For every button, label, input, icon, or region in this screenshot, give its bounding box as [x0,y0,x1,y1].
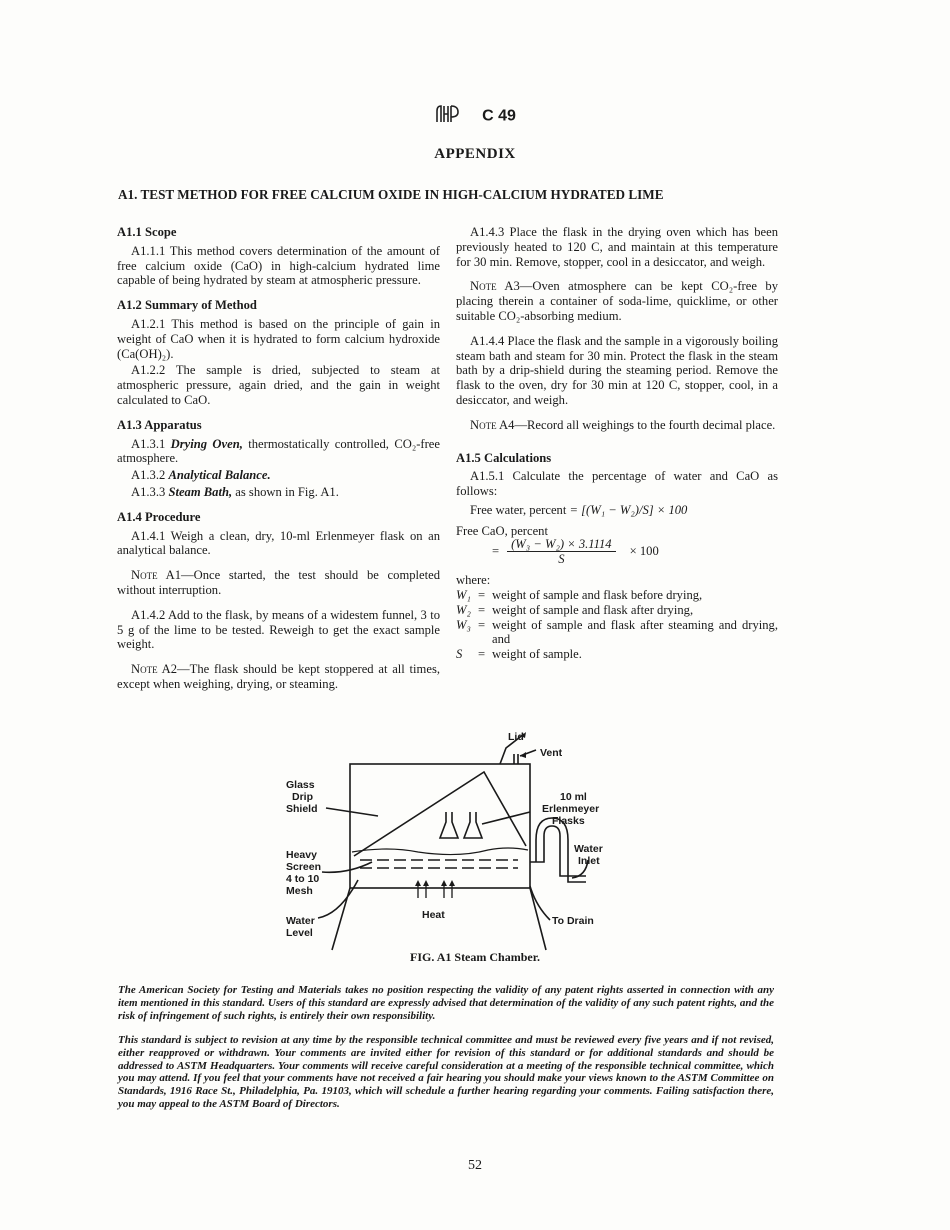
appendix-title: APPENDIX [434,146,516,162]
note-a2-text: —The flask should be kept stoppered at all times, except when weighing, drying, or steaming. [117,662,440,691]
apparatus-heading: A1.3 Apparatus [117,417,202,432]
apparatus-item-3-number: A1.3.3 [131,484,166,499]
free-cao-numerator: (W₃ − W₂) × 3.1114 [507,537,615,553]
apparatus-item-3-text: as shown in Fig. A1. [235,484,339,499]
free-water-label: Free water, percent [470,502,567,517]
label-flask-3: Flasks [552,815,585,827]
variable-s [456,647,778,662]
label-inlet-1: Water [574,843,603,855]
right-column [456,225,778,662]
flask-pointer [482,812,530,824]
apparatus-item-1-text: thermostatically controlled, CO₂-free atmosphere. [117,436,440,466]
patent-disclaimer: The American Society for Testing and Materials takes no position respecting the validity of any patent rights asserted in connection with any item mentioned in this standard. Users of this standard are expressly advised that determination of the validity of any such patent rights, and the risk of infringement of such rights, is entirely their own responsibility. [118,984,774,1022]
astm-logo-icon [434,102,464,131]
variable-s-equals: = [478,647,486,662]
label-screen-3: 4 to 10 [286,873,320,885]
variable-w3-symbol: W₃ [456,617,471,632]
free-cao-formula [456,524,778,567]
variable-s-symbol: S [456,647,463,662]
label-lid: Lid [508,731,524,743]
label-screen-1: Heavy [286,849,317,861]
left-column [117,225,440,702]
variable-w3-definition: weight of sample and flask after steaming and drying, and [492,617,778,647]
label-screen-2: Screen [286,861,322,873]
label-inlet-2: Inlet [578,855,600,867]
summary-paragraph-1: A1.2.1 This method is based on the principle of gain in weight of CaO when it is hydrated to form calcium hydroxide (Ca(OH)₂). [117,316,440,361]
drain-pointer [530,886,550,920]
note-a1 [117,568,440,598]
variable-w2 [456,603,778,618]
page-header [0,102,950,131]
apparatus-item-3-name: Steam Bath, [168,484,233,499]
drip-shield [354,772,526,856]
heat-arrow-heads [415,880,455,886]
vent-pipe [514,754,518,764]
variable-list [456,588,778,662]
label-glass-3: Shield [286,803,318,815]
variable-w1-definition: weight of sample and flask before drying, [492,587,703,602]
free-water-formula [456,503,778,518]
note-a1-label: Note A1 [131,568,182,583]
label-level-1: Water [286,915,315,927]
apparatus-item-3 [117,485,440,500]
label-screen-4: Mesh [286,885,313,897]
variable-w2-symbol: W₂ [456,602,471,617]
apparatus-item-1-name: Drying Oven, [170,436,243,451]
apparatus-item-1-number: A1.3.1 [131,436,166,451]
level-pointer [318,880,358,918]
label-glass-1: Glass [286,779,315,791]
free-cao-denominator: S [558,552,565,567]
screen-pointer [322,862,372,872]
summary-paragraph-2: A1.2.2 The sample is dried, subjected to steam at atmospheric pressure, again dried, and the gain in weight calculated to CaO. [117,363,440,407]
shield-pointer [326,808,378,816]
procedure-heading: A1.4 Procedure [117,509,201,524]
free-cao-equals: = [492,544,500,559]
note-a2-label: Note A2 [131,662,178,677]
label-glass-2: Drip [292,791,313,803]
procedure-paragraph-1: A1.4.1 Weigh a clean, dry, 10-ml Erlenmeyer flask on an analytical balance. [117,528,440,558]
figure-caption-number: FIG. A1 [410,950,452,964]
chamber-body [350,764,530,888]
steam-chamber-figure [268,728,618,960]
label-drain: To Drain [552,915,594,927]
revision-notice: This standard is subject to revision at any time by the responsible technical committee and must be reviewed every five years and if not revised, either reapproved or withdrawn. Your comments are invited either for revision of this standard or for additional standards and should be addressed to ASTM Headquarters. Your comments will receive careful consideration at a meeting of the responsible technical committee, which you may attend. If you feel that your comments have not received a fair hearing you should make your views known to the ASTM Committee on Standards, 1916 Race St., Philadelphia, Pa. 19103, which will schedule a further hearing regarding your comments. Failing satisfaction there, you may appeal to the ASTM Board of Directors. [118,1034,774,1110]
note-a2 [117,662,440,692]
method-title: A1. TEST METHOD FOR FREE CALCIUM OXIDE IN HIGH-CALCIUM HYDRATED LIME [118,187,664,202]
variable-w3 [456,618,778,648]
note-a4-label: Note A4 [470,417,515,432]
procedure-paragraph-2: A1.4.2 Add to the flask, by means of a widestem funnel, 3 to 5 g of the lime to be tested. Reweigh to get the exact sample weight. [117,607,440,652]
calculations-heading: A1.5 Calculations [456,450,552,465]
where-label: where: [456,573,491,588]
variable-w2-definition: weight of sample and flask after drying, [492,602,694,617]
scope-paragraph: A1.1.1 This method covers determination of the amount of free calcium oxide (CaO) in high-calcium hydrated lime capable of being hydrated by steam at atmospheric pressure. [117,243,440,288]
note-a3 [456,279,778,323]
note-a4-text: —Record all weighings to the fourth decimal place. [514,417,776,432]
note-a3-label: Note A3 [470,279,520,294]
figure-caption-text: Steam Chamber. [454,950,540,964]
flask-right [464,812,482,838]
page-number: 52 [468,1158,482,1173]
procedure-paragraph-4: A1.4.4 Place the flask and the sample in a vigorously boiling steam bath and steam for 30 min. Protect the flask in the steam bath by a drip-shield during the steaming period. Remove the flask to the oven, dry for 30 min at 120 C, stopper, cool, in a desiccator, and weigh. [456,333,778,407]
free-water-expression: = [(W₁ − W₂)/S] × 100 [569,502,688,517]
steam-chamber-diagram [268,728,618,960]
calculations-paragraph: A1.5.1 Calculate the percentage of water and CaO as follows: [456,469,778,499]
label-flask-2: Erlenmeyer [542,803,600,815]
free-cao-label: Free CaO, percent [456,523,548,538]
label-level-2: Level [286,927,313,939]
variable-w3-equals: = [478,617,486,632]
variable-w2-equals: = [478,602,486,617]
label-vent: Vent [540,747,563,759]
variable-w1 [456,588,778,603]
note-a1-text: —Once started, the test should be completed without interruption. [117,568,441,597]
procedure-paragraph-3: A1.4.3 Place the flask in the drying oven which has been previously heated to 120 C, and maintain at this temperature for 30 min. Remove, stopper, cool in a desiccator, and weigh. [456,225,778,269]
apparatus-item-2-name: Analytical Balance. [168,468,271,483]
label-flask-1: 10 ml [560,791,587,803]
free-cao-tail: × 100 [629,544,659,559]
apparatus-item-2 [117,468,440,483]
scope-heading: A1.1 Scope [117,225,177,239]
standard-designation: C 49 [482,107,516,125]
water-surface [352,848,528,855]
apparatus-item-2-number: A1.3.2 [131,468,166,483]
label-heat: Heat [422,909,445,921]
variable-w1-equals: = [478,587,486,602]
note-a3-text: —Oven atmosphere can be kept CO₂-free by placing therein a container of soda-lime, quicklime, or other suitable CO₂-absorbing medium. [456,279,778,323]
flask-left [440,812,458,838]
summary-heading: A1.2 Summary of Method [117,298,257,313]
note-a4 [456,418,778,433]
variable-s-definition: weight of sample. [492,647,582,662]
variable-w1-symbol: W₁ [456,587,471,602]
figure-caption [0,950,950,965]
apparatus-item-1 [117,437,440,467]
